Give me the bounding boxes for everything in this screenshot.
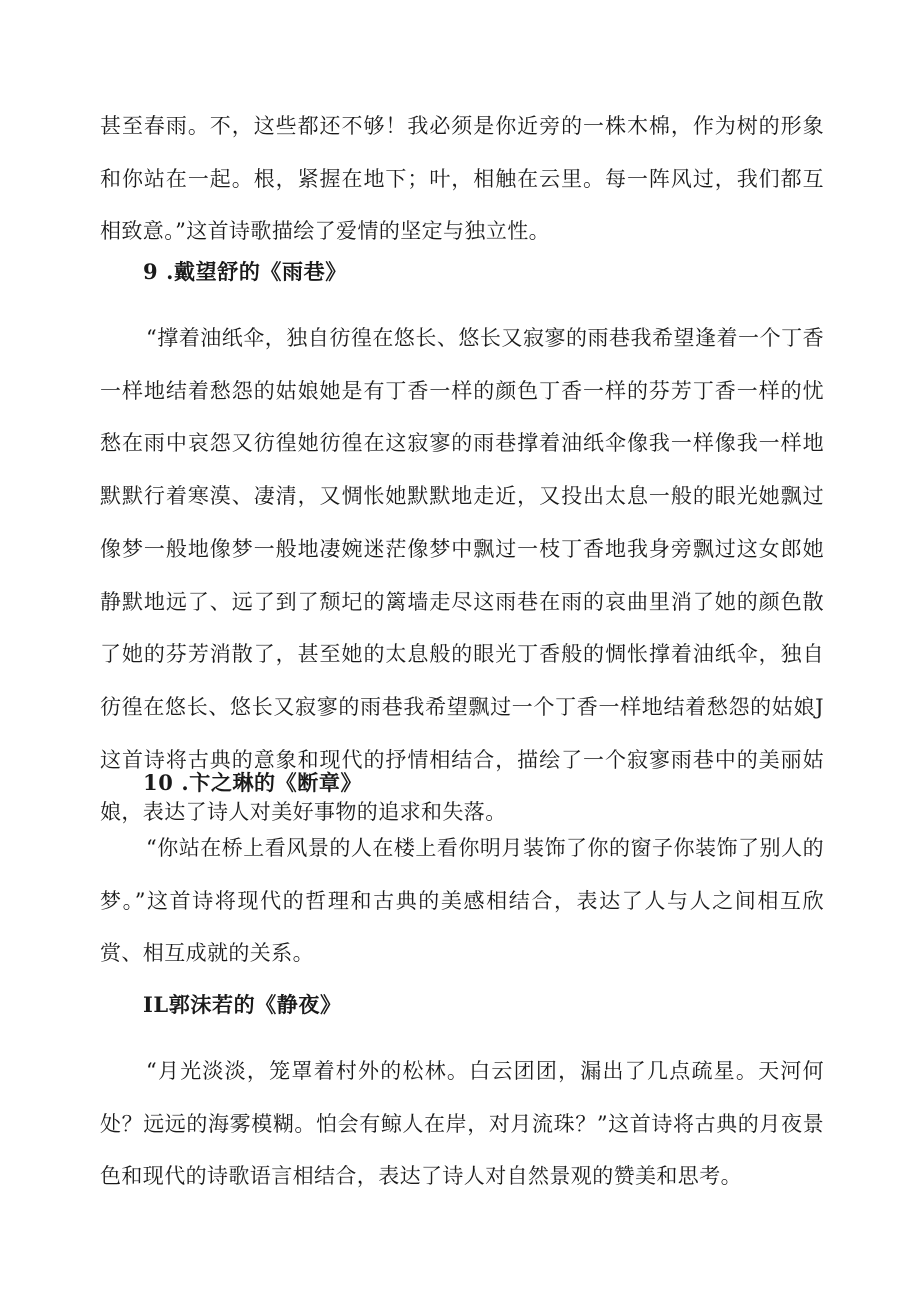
section-heading-guo-moruo: IL郭沫若的《静夜》 [143,992,342,1017]
paragraph-rain-alley: “撑着油纸伞，独自彷徨在悠长、悠长又寂寥的雨巷我希望逢着一个丁香一样地结着愁怨的姑娘她是有丁香一样的颜色丁香一样的芬芳丁香一样的忧愁在雨中哀怨又彷徨她彷徨在这寂寥的雨巷撑着油纸伞像我一样像我一样地默默行着寒漠、凄清，又惆怅她默默地走近，又投出太息一般的眼光她飘过像梦一般地像梦一般地凄婉迷茫像梦中飘过一枝丁香地我身旁飘过这女郎她静默地远了、远了到了颓圮的篱墙走尽这雨巷在雨的哀曲里消了她的颜色散了她的芬芳消散了，甚至她的太息般的眼光丁香般的惆怅撑着油纸伞，独自彷徨在悠长、悠长又寂寥的雨巷我希望飘过一个丁香一样地结着愁怨的姑娘J这首诗将古典的意象和现代的抒情相结合，描绘了一个寂寥雨巷中的美丽姑娘，表达了诗人对美好事物的追求和失落。 [100,326,824,825]
paragraph-shuting-poem-ending: 甚至春雨。不，这些都还不够！我必须是你近旁的一株木棉，作为树的形象和你站在一起。根，紧握在地下；叶，相触在云里。每一阵风过，我们都互相致意。”这首诗歌描绘了爱情的坚定与独立性。 [100,114,824,244]
paragraph-quiet-night: “月光淡淡，笼罩着村外的松林。白云团团，漏出了几点疏星。天河何处？远远的海雾模糊。怕会有鲸人在岸，对月流珠？”这首诗将古典的月夜景色和现代的诗歌语言相结合，表达了诗人对自然景观的赞美和思考。 [100,1059,824,1189]
section-heading-bian-zhilin: 10 .卞之琳的《断章》 [143,770,363,795]
paragraph-fragment: “你站在桥上看风景的人在楼上看你明月装饰了你的窗子你装饰了别人的梦。”这首诗将现代的哲理和古典的美感相结合，表达了人与人之间相互欣赏、相互成就的关系。 [100,836,824,966]
section-heading-dai-wangshu: 9 .戴望舒的《雨巷》 [143,259,347,284]
